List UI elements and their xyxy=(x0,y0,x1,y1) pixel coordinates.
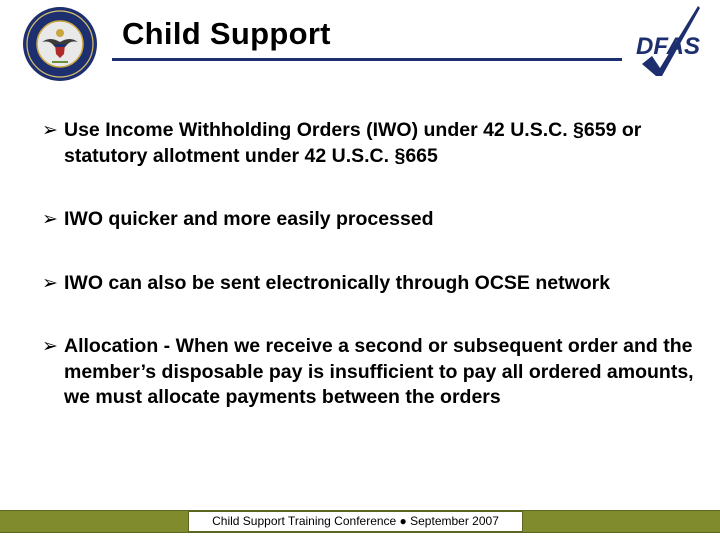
arrow-bullet-icon: ➢ xyxy=(42,209,58,230)
list-item xyxy=(42,207,702,233)
list-item xyxy=(42,334,702,411)
bullet-text: IWO quicker and more easily processed xyxy=(64,208,434,230)
page-title: Child Support xyxy=(122,16,331,51)
bullet-text: Allocation - When we receive a second or subsequent order and the member’s disposable pay is insufficient to pay all ordered amounts, we must allocate payments between the orders xyxy=(64,335,694,408)
arrow-bullet-icon: ➢ xyxy=(42,336,58,357)
dod-seal-icon xyxy=(22,6,98,82)
bullet-list xyxy=(42,118,702,449)
bullet-text: IWO can also be sent electronically through OCSE network xyxy=(64,271,611,294)
title-rule xyxy=(112,58,622,61)
list-item xyxy=(42,271,702,297)
footer-text: Child Support Training Conference ● September 2007 xyxy=(188,511,523,532)
arrow-bullet-icon: ➢ xyxy=(42,120,58,141)
logo-text: DFAS xyxy=(636,33,701,60)
bullet-text: Use Income Withholding Orders (IWO) under 42 U.S.C. §659 or statutory allotment under 42 U.S.C. §665 xyxy=(64,119,642,167)
list-item xyxy=(42,118,702,169)
arrow-bullet-icon: ➢ xyxy=(42,272,58,294)
dfas-logo-icon xyxy=(628,4,704,76)
